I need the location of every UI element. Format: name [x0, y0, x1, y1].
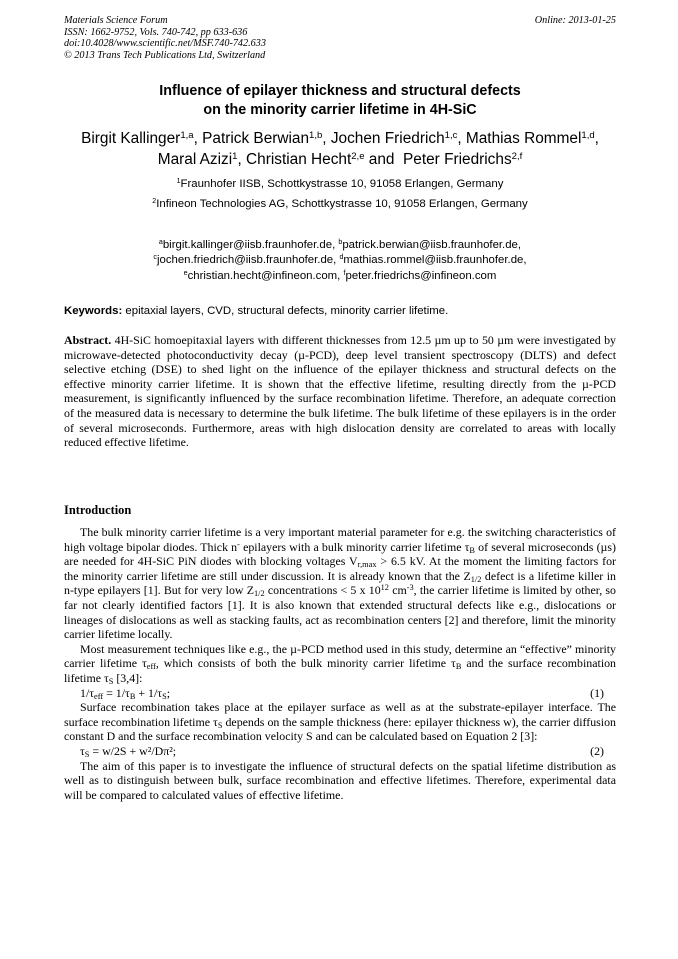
author: Christian Hecht$^{2,e}$ and [246, 150, 399, 168]
journal-header [64, 15, 616, 61]
email-link[interactable]: mathias.rommel@iisb.fraunhofer.de [343, 254, 524, 267]
paper-title [64, 82, 616, 120]
email-link[interactable]: christian.hecht@infineon.com [187, 269, 338, 282]
author: Patrick Berwian$^{1,b}$, [202, 129, 331, 147]
author-list [50, 128, 630, 170]
email-link[interactable]: peter.friedrichs@infineon.com [345, 269, 497, 282]
introduction-body [64, 525, 616, 802]
affiliation-1: $^1$Fraunhofer IISB, Schottkystrasse 10, 91058 Erlangen, Germany [176, 178, 504, 190]
author: Peter Friedrichs$^{2,f}$ [403, 150, 523, 168]
online-date: Online: 2013-01-25 [534, 15, 616, 26]
author: Jochen Friedrich$^{1,c}$, [330, 129, 466, 147]
abstract-text: 4H-SiC homoepitaxial layers with different thicknesses from 12.5 µm up to 50 µm were investigated by microwave-detected photoconductivity decay (µ-PCD), deep level transient spectroscopy (DLTS) and defect selective etching (DSE) to shed light on the influence of the epilayer thickness and structural defects on the effective minority carrier lifetime. It is shown that the effective lifetime, resulting directly from the µ-PCD measurement, is significantly influenced by the surface recombination lifetime. Therefore, an adequate correction of the measured data is necessary to determine the bulk lifetime. The bulk lifetime of these epilayers is in the order of several microseconds. Furthermore, areas with high dislocation density are correlated to areas with locally reduced effective lifetime. [64, 333, 616, 450]
paragraph: Most measurement techniques like e.g., the µ-PCD method used in this study, determine an “effective” minority carrier lifetime $\tau_{eff}$, which consists of both the bulk minority carrier lifetime $\tau_B$ and the surface recombination lifetime $\tau_S$ [3,4]: [64, 641, 617, 687]
equation-number: (1) [590, 685, 604, 700]
doi-line: doi:10.4028/www.scientific.net/MSF.740-742.633 [64, 38, 266, 49]
author: Mathias Rommel$^{1,d}$, [465, 129, 599, 147]
copyright-line: © 2013 Trans Tech Publications Ltd, Switzerland [64, 49, 266, 61]
author: Birgit Kallinger$^{1,a}$, [81, 129, 203, 147]
keywords [64, 304, 616, 318]
keywords-text: epitaxial layers, CVD, structural defects, minority carrier lifetime. [122, 305, 449, 317]
paragraph: The bulk minority carrier lifetime is a very important material parameter for e.g. the switching characteristics of high voltage bipolar diodes. Thick n- epilayers with a bulk minority carrier lifetime $\tau_B$ of several microseconds (µs) are needed for 4H-SiC PiN diodes with blocking voltages $V_{r,max} > 6.5$ kV. At the moment the limiting factors for the minority carrier lifetime are still under discussion. It is already known that the $Z_{1/2}$ defect is a lifetime killer in n-type epilayers [1]. But for very low $Z_{1/2}$ concentrations < 5 x $10^{12}$ $cm^{-3}$, the carrier lifetime is limited by other, so far not clearly identified factors [1]. It is also known that extended structural defects like e.g., dislocations or lineages of dislocations as well as stacking faults, act as recombination centers [2] and therefore, limit the minority carrier lifetime locally. [64, 525, 617, 642]
keywords-label: Keywords: [64, 305, 123, 317]
email-link[interactable]: patrick.berwian@iisb.fraunhofer.de [342, 239, 518, 251]
issn-line: ISSN: 1662-9752, Vols. 740-742, pp 633-636 [64, 26, 248, 38]
email-link[interactable]: jochen.friedrich@iisb.fraunhofer.de [156, 254, 334, 267]
equation-1: $1/\tau_{eff} = 1/\tau_B + 1/\tau_S$; (1) [80, 685, 604, 701]
affiliation-2: $^2$Infineon Technologies AG, Schottkystrasse 10, 91058 Erlangen, Germany [152, 198, 528, 210]
paragraph: Surface recombination takes place at the epilayer surface as well as at the substrate-epilayer interface. The surface recombination lifetime $\tau_S$ depends on the sample thickness (here: epilayer thickness w), the carrier diffusion constant D and the surface recombination velocity S and can be calculated based on Equation 2 [3]: [64, 700, 616, 744]
equation-2: $\tau_S = w/2S + w^2/D\pi^2$; (2) [80, 743, 604, 759]
paragraph: The aim of this paper is to investigate the influence of structural defects on the spatial lifetime distribution as well as to distinguish between bulk, surface recombination and effective lifetimes. Therefore, experimental data will be compared to calculated values of effective lifetime. [64, 758, 616, 802]
abstract-label: Abstract. [64, 333, 112, 347]
title-line-1: Influence of epilayer thickness and structural defects [159, 83, 521, 99]
equation-number: (2) [590, 743, 604, 758]
author: Maral Azizi$^1$, [157, 150, 247, 168]
email-list: $^a$birgit.kallinger@iisb.fraunhofer.de, $^b$patrick.berwian@iisb.fraunhofer.de, $^c$jochen.friedrich@iisb.fraunhofer.de, $^d$mathias.rommel@iisb.fraunhofer.de, $^e$christian.hecht@infineon.com, $^f$peter.friedrichs@infineon.com [153, 239, 527, 282]
section-heading-introduction: Introduction [64, 503, 132, 517]
abstract [64, 333, 616, 450]
email-link[interactable]: birgit.kallinger@iisb.fraunhofer.de [162, 239, 333, 251]
title-line-2: on the minority carrier lifetime in 4H-SiC [203, 102, 477, 118]
journal-name: Materials Science Forum [64, 15, 168, 26]
